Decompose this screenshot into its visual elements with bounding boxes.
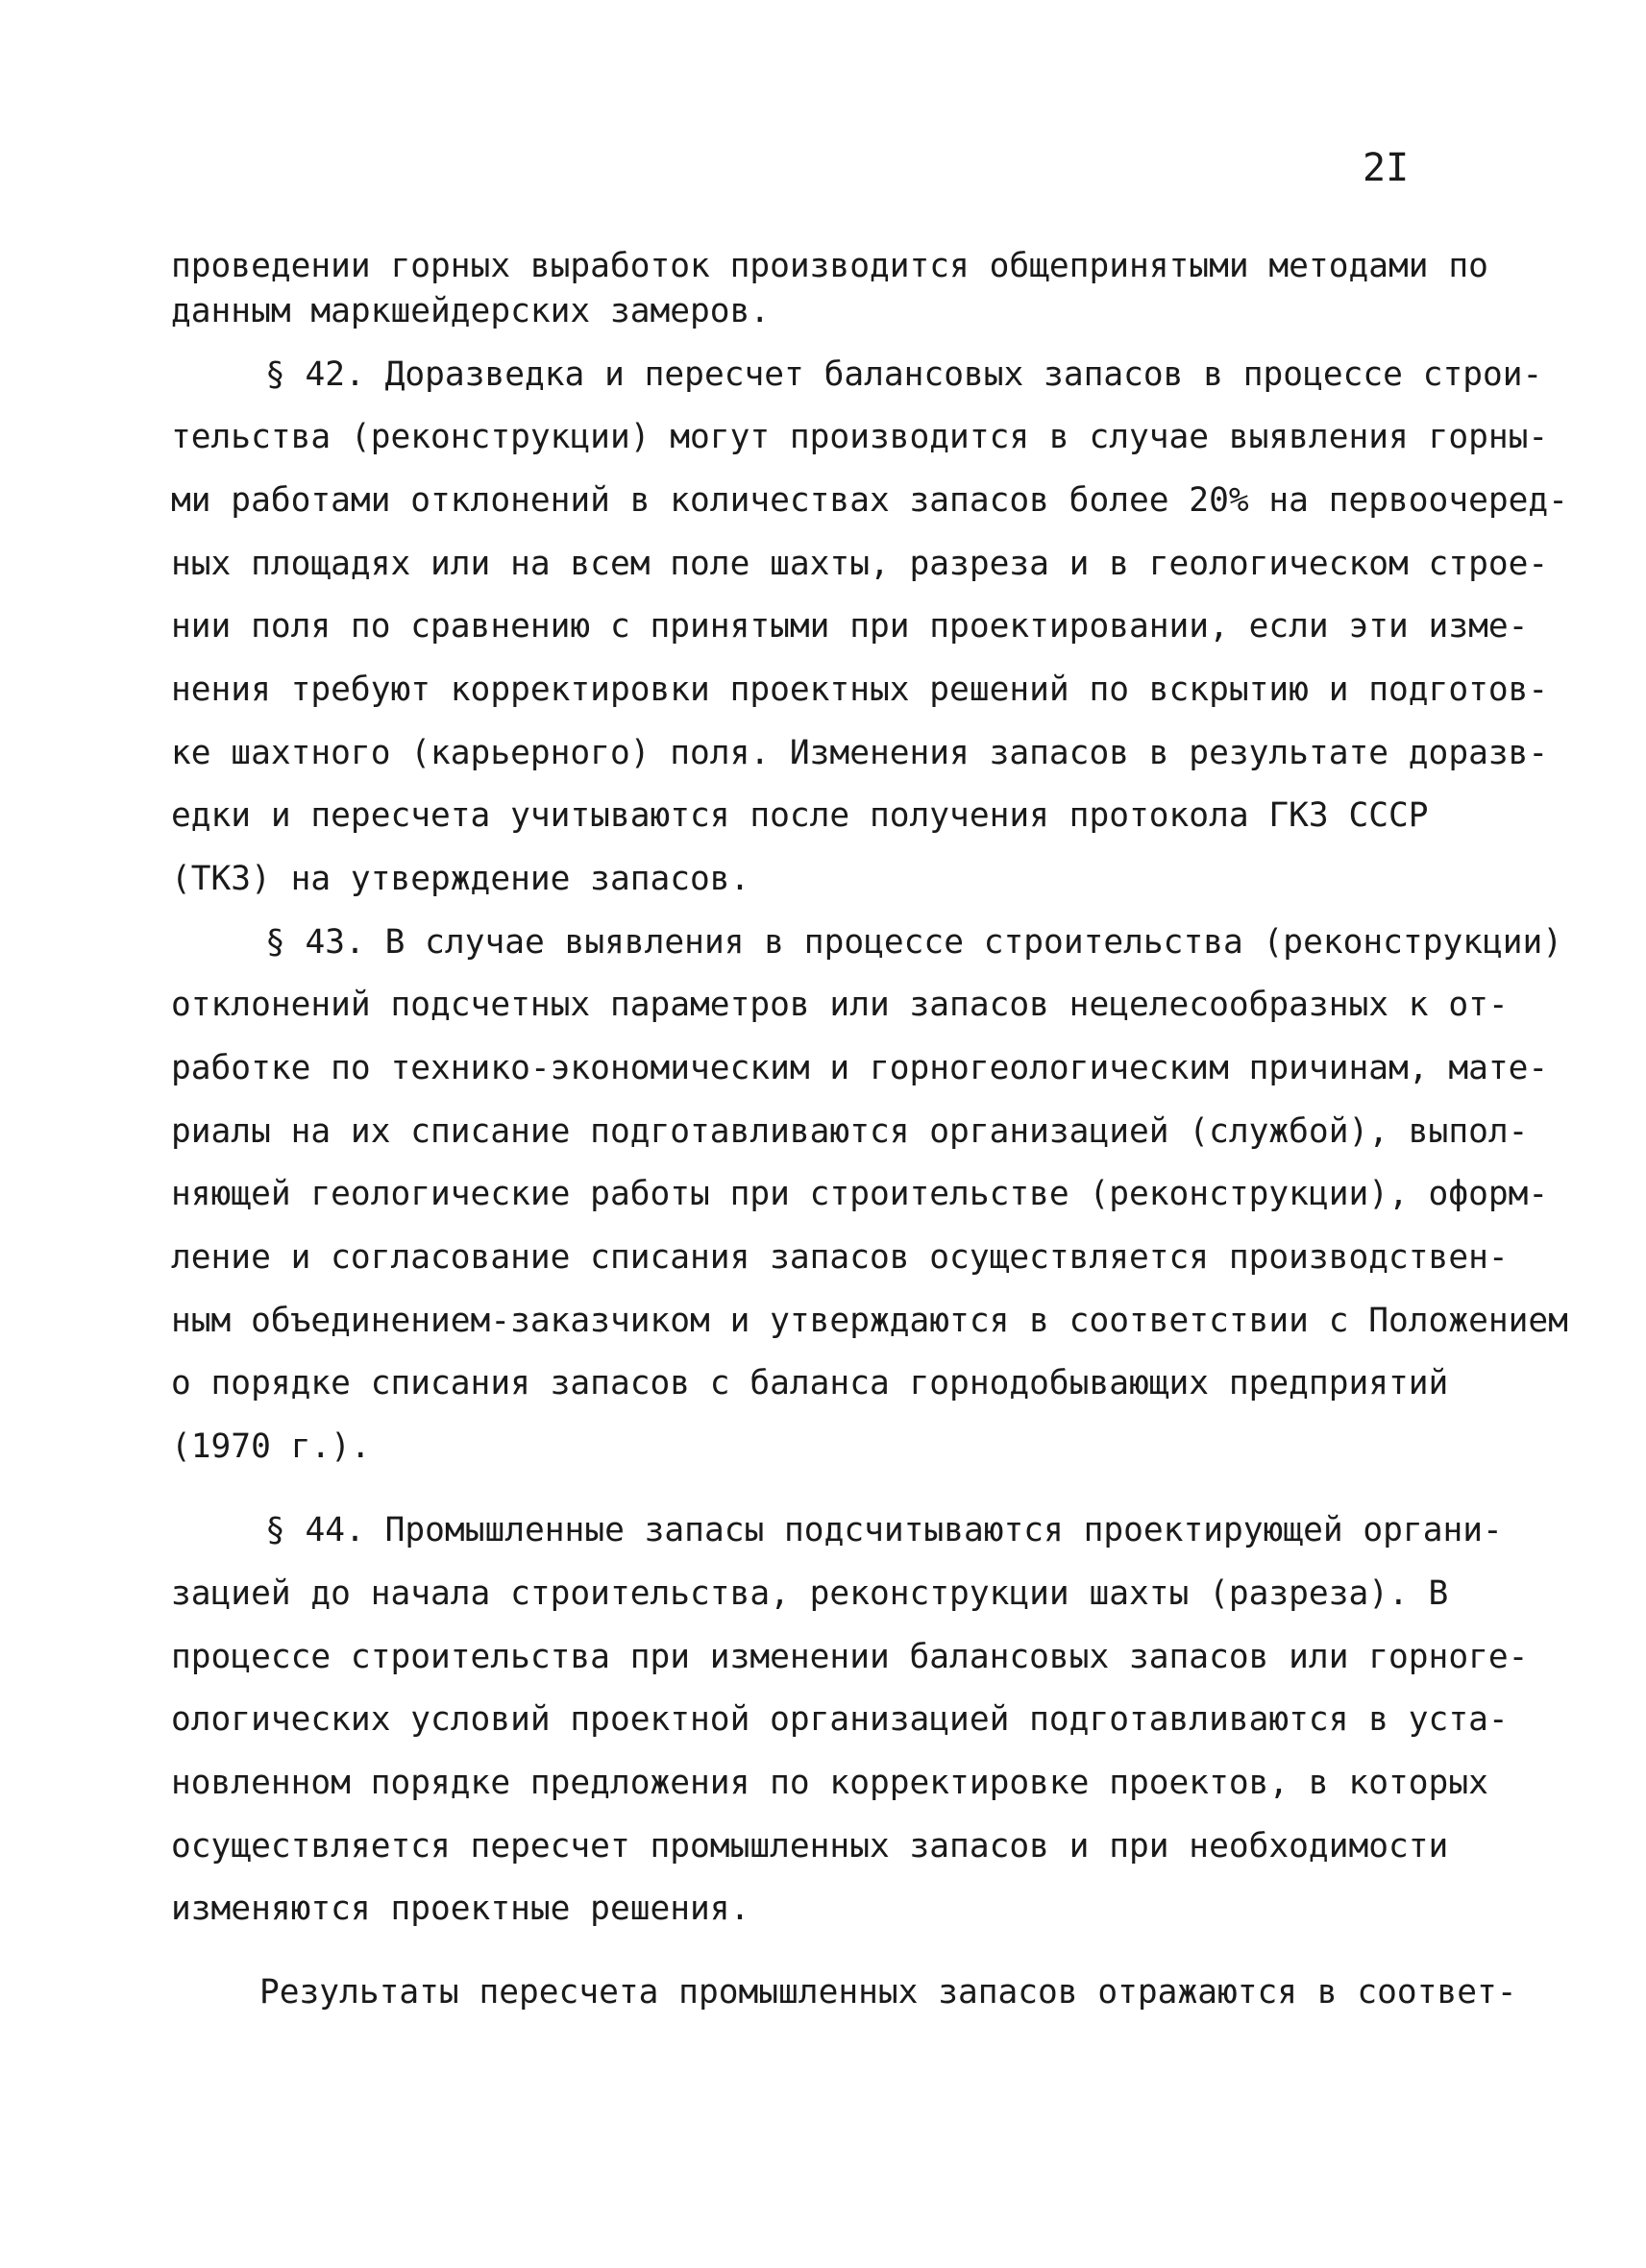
text-line: ке шахтного (карьерного) поля. Изменения запасов в результате доразв- [171,734,1549,772]
paragraph-42-line: § 42. Доразведка и пересчет балансовых запасов в процессе строи- [265,355,1543,394]
text-line: риалы на их списание подготавливаются организацией (службой), выпол- [171,1112,1529,1151]
text-line: процессе строительства при изменении балансовых запасов или горноге- [171,1638,1529,1676]
text-line: (1970 г.). [171,1427,371,1466]
paragraph-results-line: Результаты пересчета промышленных запасов отражаются в соответ- [259,1973,1517,2012]
text-line: ми работами отклонений в количествах запасов более 20% на первоочеред- [171,481,1568,520]
text-line: няющей геологические работы при строительстве (реконструкции), оформ- [171,1175,1549,1213]
text-line: проведении горных выработок производится общепринятыми методами по [171,247,1488,285]
text-line: ление и согласование списания запасов осуществляется производствен- [171,1238,1509,1277]
text-line: едки и пересчета учитываются после получения протокола ГКЗ СССР [171,796,1429,835]
paragraph-44-line: § 44. Промышленные запасы подсчитываются проектирующей органи- [265,1511,1503,1549]
text-line: изменяются проектные решения. [171,1890,750,1928]
text-line: нии поля по сравнению с принятыми при проектировании, если эти изме- [171,607,1529,646]
text-line: нения требуют корректировки проектных решений по вскрытию и подготов- [171,671,1549,709]
text-line: тельства (реконструкции) могут производится в случае выявления горны- [171,418,1549,456]
page-number: 2I [1363,146,1410,190]
text-line: зацией до начала строительства, реконструкции шахты (разреза). В [171,1574,1449,1613]
text-line: новленном порядке предложения по корректировке проектов, в которых [171,1764,1488,1802]
text-line: ологических условий проектной организацией подготавливаются в уста- [171,1700,1509,1739]
text-line: о порядке списания запасов с баланса горнодобывающих предприятий [171,1364,1449,1402]
paragraph-43-line: § 43. В случае выявления в процессе строительства (реконструкции) [265,923,1563,962]
text-line: ным объединением-заказчиком и утверждаются в соответствии с Положением [171,1302,1568,1340]
text-line: ных площадях или на всем поле шахты, разреза и в геологическом строе- [171,545,1549,583]
text-line: работке по технико-экономическим и горногеологическим причинам, мате- [171,1049,1549,1087]
text-line: данным маркшейдерских замеров. [171,292,771,330]
text-line: (ТКЗ) на утверждение запасов. [171,860,750,898]
text-line: отклонений подсчетных параметров или запасов нецелесообразных к от- [171,986,1509,1024]
text-line: осуществляется пересчет промышленных запасов и при необходимости [171,1827,1449,1866]
